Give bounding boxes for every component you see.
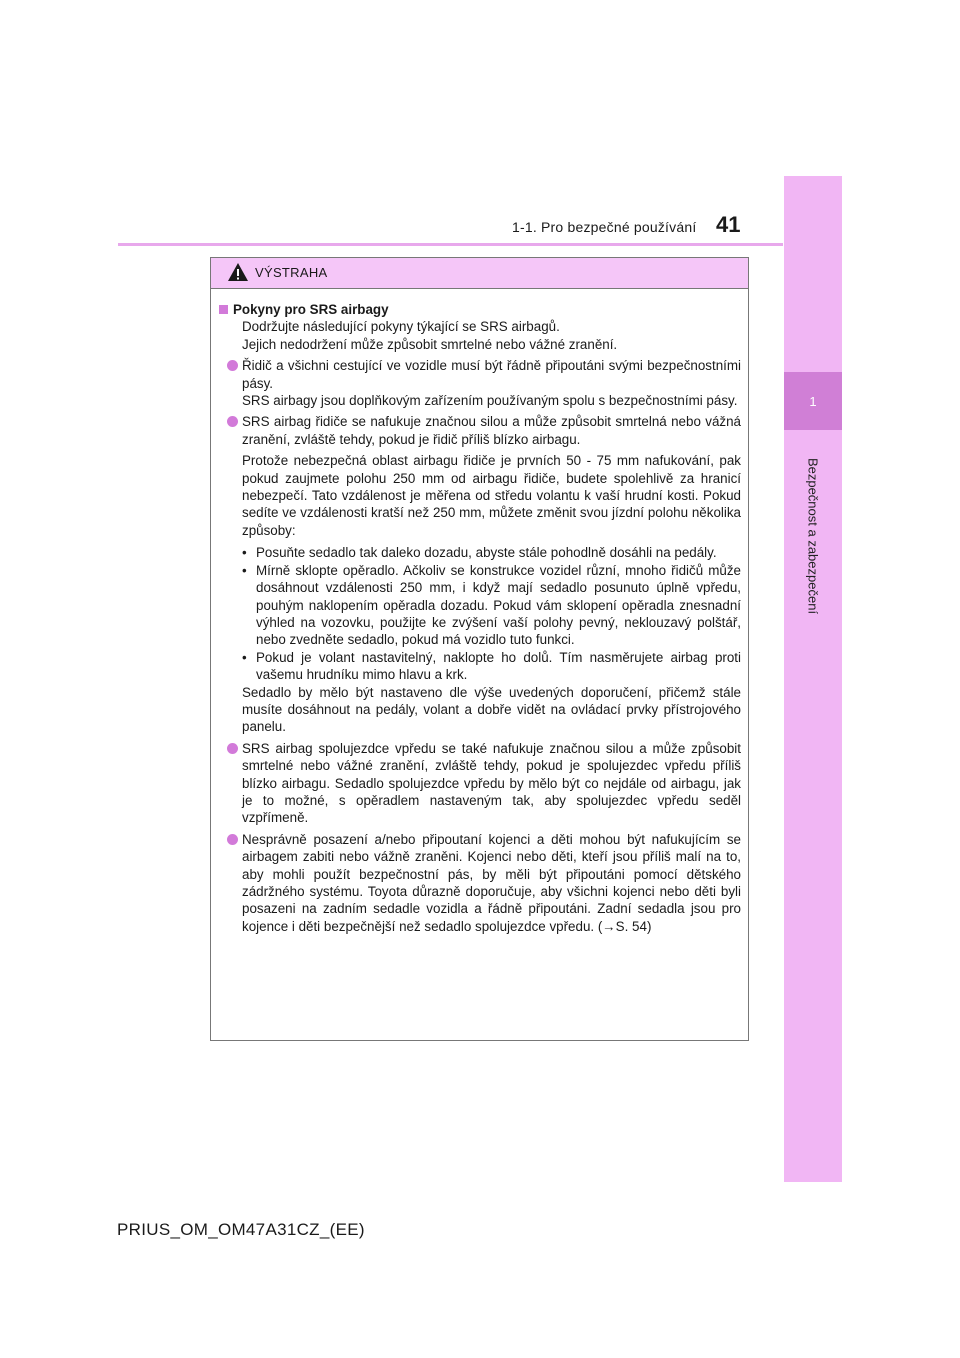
bullet-item-1 — [219, 357, 741, 409]
chapter-sidebar — [784, 176, 842, 1182]
sub-item-2 — [242, 562, 741, 649]
warning-label: VÝSTRAHA — [255, 265, 328, 280]
square-bullet-icon — [219, 305, 228, 314]
warning-triangle-icon — [227, 262, 249, 282]
bullet-item-3 — [219, 740, 741, 827]
sub-item-marker: • — [242, 545, 247, 561]
sub-list — [219, 544, 741, 683]
bullet-dot-icon — [227, 743, 238, 754]
bullet-4-text: Nesprávně posazení a/nebo připoutaní kojenci a děti mohou být nafukujícím se airbagem zabiti nebo vážně zraněni. Kojenci nebo děti, kteří jsou příliš malí na to, aby mohli použít bezpečnostní pás, by měli být připoutáni pomocí dětského zádržného systému. Toyota důrazně doporučuje, aby všichni kojenci nebo děti byli posazeni na zadním sedadle vozidla a řádně připoutáni. Zadní sedadla jsou pro kojence i děti bezpečnější než sedadlo spolujezdce vpředu. (→S. 54) — [242, 831, 741, 934]
bullet-2-closing: Sedadlo by mělo být nastaveno dle výše uvedených doporučení, přičemž stále musíte dosáhnout na pedály, volant a dobře vidět na ovládací prvky přístrojového panelu. — [242, 684, 741, 735]
warning-heading-text: Pokyny pro SRS airbagy — [233, 302, 389, 317]
bullet-item-2 — [219, 413, 741, 448]
warning-heading — [219, 301, 741, 318]
sub-item-marker: • — [242, 649, 247, 665]
sub-item-marker: • — [242, 562, 247, 578]
intro-line-2: Jejich nedodržení může způsobit smrtelné nebo vážné zranění. — [242, 336, 618, 352]
sub-item-1 — [242, 544, 741, 561]
bullet-dot-icon — [227, 834, 238, 845]
chapter-title: Bezpečnost a zabezpečení — [805, 457, 821, 615]
sub-item-1-text: Posuňte sedadlo tak daleko dozadu, abyste stále pohodlně dosáhli na pedály. — [256, 545, 717, 561]
header-rule — [118, 243, 783, 246]
document-code: PRIUS_OM_OM47A31CZ_(EE) — [117, 1220, 365, 1239]
intro-line-1: Dodržujte následující pokyny týkající se SRS airbagů. — [242, 319, 560, 335]
sub-item-3-text: Pokud je volant nastavitelný, naklopte ho dolů. Tím nasměrujete airbag proti vašemu hrudníku mimo hlavu a krk. — [256, 649, 741, 683]
bullet-dot-icon — [227, 416, 238, 427]
bullet-3-text: SRS airbag spolujezdce vpředu se také nafukuje značnou silou a může způsobit smrtelné nebo vážné zranění, zvláště tehdy, pokud je spolujezdec vpředu příliš blízko airbagu. Sedadlo spolujezdce vpředu by mělo být co nejdále od airbagu, jak je to možné, s opěradlem nastaveným tak, aby spolujezdec vpředu seděl vzpřímeně. — [242, 740, 741, 826]
bullet-2-text: SRS airbag řidiče se nafukuje značnou silou a může způsobit smrtelná nebo vážná zranění, zvláště tehdy, pokud je řidič příliš blízko airbagu. — [242, 414, 741, 447]
warning-body — [211, 289, 748, 935]
sub-item-3 — [242, 649, 741, 684]
section-title: 1-1. Pro bezpečné používání — [512, 219, 697, 235]
bullet-1-line-1: Řidič a všichni cestující ve vozidle musí být řádně připoutáni svými bezpečnostními pásy. — [242, 358, 741, 391]
page-number: 41 — [716, 212, 741, 237]
bullet-1-line-2: SRS airbagy jsou doplňkovým zařízením používaným spolu s bezpečnostními pásy. — [242, 393, 738, 409]
chapter-number: 1 — [809, 393, 817, 409]
warning-box — [210, 257, 749, 1041]
intro-text — [219, 318, 741, 353]
bullet-2-paragraph: Protože nebezpečná oblast airbagu řidiče je prvních 50 - 75 mm nafukování, pak pokud zaujmete polohu 250 mm od airbagu řidiče, budete spolehlivě za hranicí nebezpečí. Tato vzdálenost je měřena od středu volantu k vaší hrudní kosti. Pokud sedíte ve vzdálenosti kratší než 250 mm, můžete změnit svou jízdní polohu několika způsoby: — [242, 453, 741, 538]
bullet-item-4 — [219, 831, 741, 935]
warning-header — [211, 258, 748, 289]
chapter-tab[interactable] — [784, 372, 842, 430]
bullet-dot-icon — [227, 360, 238, 371]
sub-item-2-text: Mírně sklopte opěradlo. Ačkoliv se konstrukce vozidel různí, mnoho řidičů může dosáhnout vzdálenosti 250 mm, i když mají sedadlo posunuto úplně vpředu, pouhým naklopením opěradla dozadu. Pokud vám sklopení opěradla znesnadní výhled na vozovku, použijte ke zvýšení vaší polohy pevný, neklouzavý polštář, nebo zvedněte sedadlo, pokud má vozidlo tuto funkci. — [256, 562, 741, 648]
